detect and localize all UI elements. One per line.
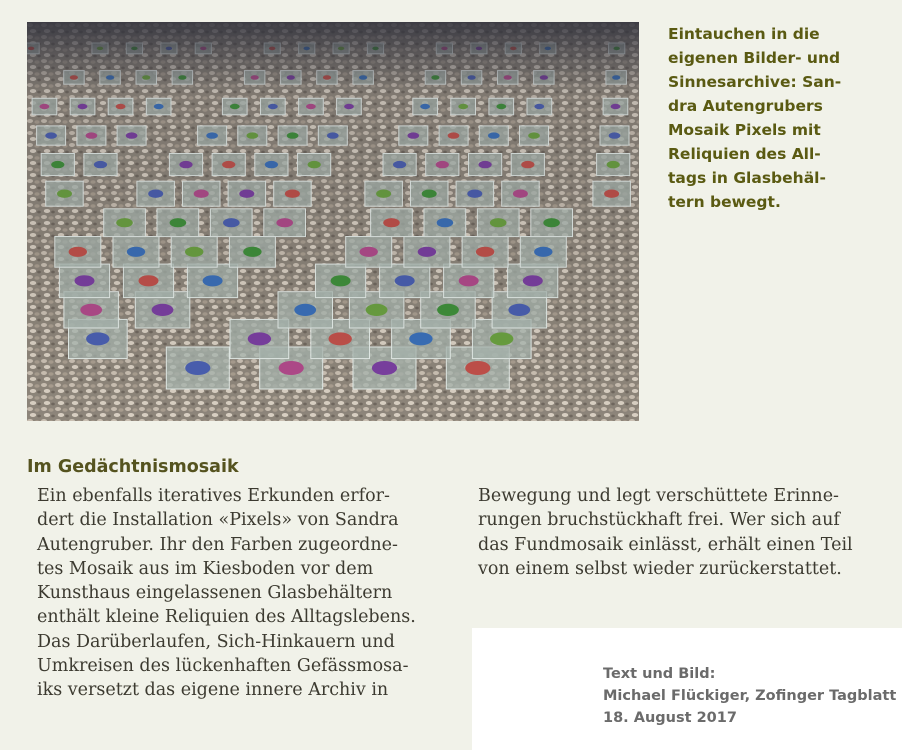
caption-line: tern bewegt. <box>668 193 781 211</box>
mosaic-photo <box>27 22 639 421</box>
credit-line: 18. August 2017 <box>603 710 737 726</box>
caption-line: Eintauchen in die <box>668 25 820 43</box>
article-column-right <box>478 484 888 581</box>
text-line: von einem selbst wieder zurückerstattet. <box>478 558 842 579</box>
caption-line: eigenen Bilder- und <box>668 49 841 67</box>
caption-line: Sinnesarchive: San- <box>668 73 842 91</box>
caption-line: Mosaik Pixels mit <box>668 121 821 139</box>
credit-line: Text und Bild: <box>603 666 716 682</box>
text-line: Autengruber. Ihr den Farben zugeordne- <box>37 534 398 555</box>
photo-caption <box>668 22 898 214</box>
caption-line: dra Autengrubers <box>668 97 823 115</box>
article-headline: Im Gedächtnismosaik <box>27 457 239 477</box>
caption-line: tags in Glasbehäl- <box>668 169 826 187</box>
photo-credit <box>603 663 896 729</box>
text-line: Das Darüberlaufen, Sich-Hinkauern und <box>37 631 395 652</box>
caption-line: Reliquien des All- <box>668 145 821 163</box>
text-line: rungen bruchstückhaft frei. Wer sich auf <box>478 510 840 531</box>
text-line: Ein ebenfalls iteratives Erkunden erfor- <box>37 486 390 506</box>
text-line: tes Mosaik aus im Kiesboden vor dem <box>37 558 374 579</box>
text-line: das Fundmosaik einlässt, erhält einen Teil <box>478 534 853 555</box>
article-column-left <box>37 484 437 703</box>
text-line: dert die Installation «Pixels» von Sandra <box>37 510 399 531</box>
text-line: Kunsthaus eingelassenen Glasbehältern <box>37 583 393 604</box>
text-line: enthält kleine Reliquien des Alltagslebens. <box>37 607 416 628</box>
credit-line: Michael Flückiger, Zofinger Tagblatt <box>603 688 897 704</box>
text-line: iks versetzt das eigene innere Archiv in <box>37 680 389 701</box>
text-line: Bewegung und legt verschüttete Erinne- <box>478 486 839 506</box>
text-line: Umkreisen des lückenhaften Gefässmosa- <box>37 656 409 677</box>
